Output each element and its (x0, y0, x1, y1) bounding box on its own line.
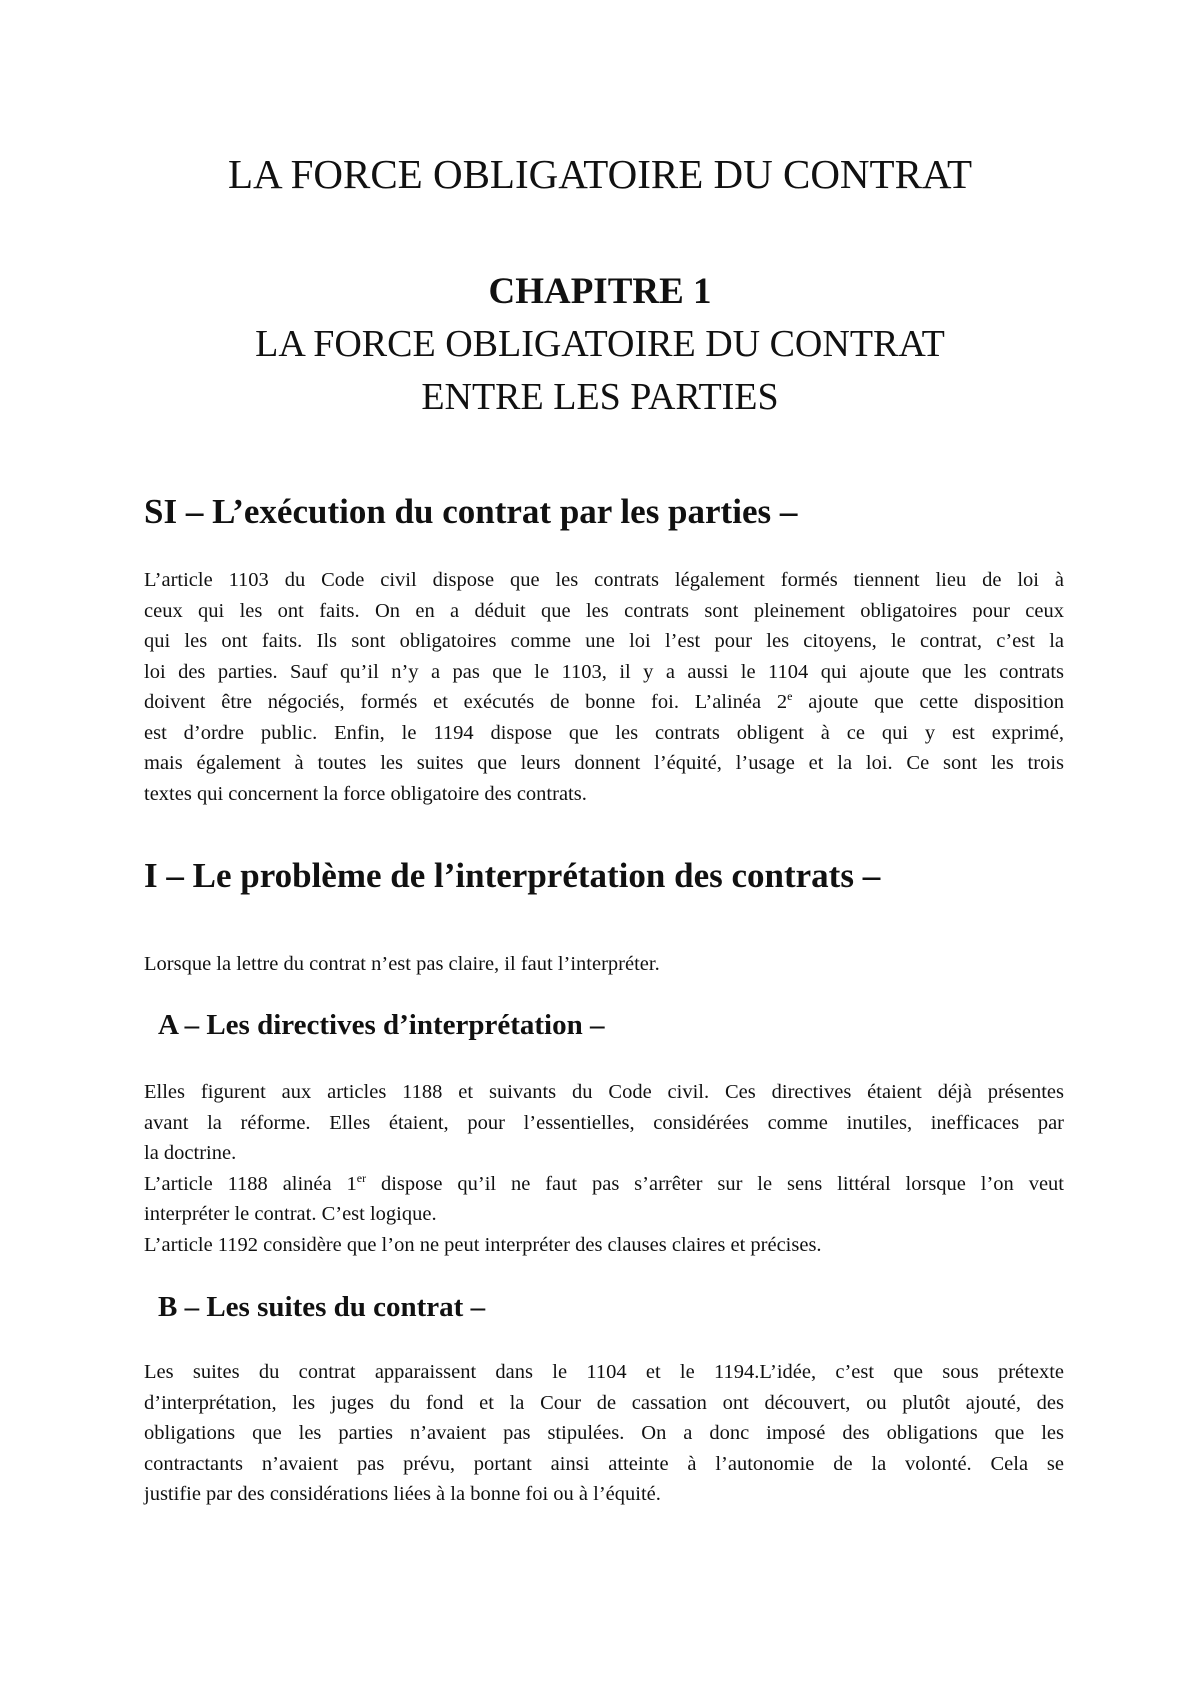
superscript: e (787, 689, 793, 704)
paragraph-line: d’interprétation, les juges du fond et la Cour de cassation ont découvert, ou plutôt ajouté, des (144, 1391, 1064, 1414)
paragraph-line: L’article 1192 considère que l’on ne peut interpréter des clauses claires et précises. (144, 1233, 822, 1256)
paragraph-line (144, 687, 1064, 718)
chapter-number: CHAPITRE 1 (488, 271, 712, 312)
line-text: doivent être négociés, formés et exécutés de bonne foi. L’alinéa 2 (144, 691, 788, 713)
paragraph-line: contractants n’avaient pas prévu, portant ainsi atteinte à l’autonomie de la volonté. Cela se (144, 1452, 1064, 1475)
paragraph-line: avant la réforme. Elles étaient, pour l’essentielles, considérées comme inutiles, inefficaces par (144, 1111, 1064, 1134)
paragraph-line: la doctrine. (144, 1142, 237, 1164)
paragraph-line: textes qui concernent la force obligatoire des contrats. (144, 782, 587, 805)
section-b-heading: B – Les suites du contrat – (158, 1291, 486, 1323)
section-si-heading: SI – L’exécution du contrat par les parties – (144, 492, 798, 531)
section-b-paragraph (144, 1357, 1064, 1510)
superscript: er (356, 1170, 367, 1185)
section-i-heading: I – Le problème de l’interprétation des contrats – (144, 856, 881, 895)
paragraph-line: interpréter le contrat. C’est logique. (144, 1203, 437, 1225)
paragraph-line: L’article 1103 du Code civil dispose que les contrats légalement formés tiennent lieu de loi à (144, 569, 1064, 591)
section-si-paragraph (144, 565, 1064, 809)
chapter-title-line-1: LA FORCE OBLIGATOIRE DU CONTRAT (255, 323, 945, 365)
paragraph-line: mais également à toutes les suites que leurs donnent l’équité, l’usage et la loi. Ce sont les trois (144, 752, 1064, 774)
paragraph-line: est d’ordre public. Enfin, le 1194 dispose que les contrats obligent à ce qui y est exprimé, (144, 721, 1064, 744)
paragraph-line (144, 1169, 1064, 1200)
line-text: ajoute que cette disposition (792, 691, 1064, 713)
section-a-heading: A – Les directives d’interprétation – (158, 1009, 605, 1041)
paragraph-line: obligations que les parties n’avaient pas stipulées. On a donc imposé des obligations que les (144, 1422, 1064, 1444)
paragraph-line: qui les ont faits. Ils sont obligatoires comme une loi l’est pour les citoyens, le contrat, c’est la (144, 630, 1064, 652)
line-text: L’article 1188 alinéa 1 (144, 1172, 357, 1195)
paragraph-line: justifie par des considérations liées à la bonne foi ou à l’équité. (144, 1483, 661, 1505)
chapter-title-line-2: ENTRE LES PARTIES (421, 376, 779, 418)
paragraph-line: loi des parties. Sauf qu’il n’y a pas que le 1103, il y a aussi le 1104 qui ajoute que les contrats (144, 660, 1064, 683)
section-a-paragraph (144, 1077, 1064, 1260)
paragraph-line: Les suites du contrat apparaissent dans le 1104 et le 1194.L’idée, c’est que sous prétexte (144, 1361, 1064, 1383)
line-text: dispose qu’il ne faut pas s’arrêter sur le sens littéral lorsque l’on veut (366, 1172, 1064, 1195)
paragraph-line: Elles figurent aux articles 1188 et suivants du Code civil. Ces directives étaient déjà présentes (144, 1081, 1064, 1103)
section-i-intro: Lorsque la lettre du contrat n’est pas claire, il faut l’interpréter. (144, 953, 660, 975)
paragraph-line: ceux qui les ont faits. On en a déduit que les contrats sont pleinement obligatoires pour ceux (144, 599, 1064, 622)
document-title: LA FORCE OBLIGATOIRE DU CONTRAT (227, 151, 973, 197)
